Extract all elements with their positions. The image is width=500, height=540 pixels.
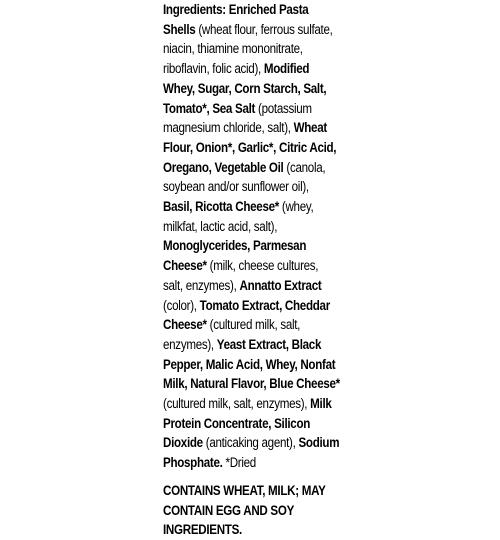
ingredients-segment: Ingredients: Enriched Pasta Shells bbox=[163, 2, 309, 37]
ingredients-segment: (milk, cheese cultures, salt, enzymes), bbox=[163, 258, 319, 293]
ingredients-segment: (wheat flour, ferrous sulfate, niacin, thiamine mononitrate, riboflavin, folic acid), bbox=[163, 21, 333, 77]
ingredients-segment: (anticaking agent), bbox=[202, 435, 299, 451]
ingredients-segment: Annatto Extract bbox=[239, 277, 322, 293]
ingredients-segment: (canola, soybean and/or sunflower oil), bbox=[163, 159, 326, 195]
ingredient-label bbox=[163, 0, 341, 540]
ingredients-segment: Tomato Extract, Cheddar Cheese* bbox=[163, 297, 330, 333]
ingredients-segment: Monoglycerides, Parmesan Cheese* bbox=[163, 238, 307, 274]
ingredients-segment: Wheat Flour, Onion*, Garlic*, Citric Acid, Oregano, Vegetable Oil bbox=[163, 120, 337, 175]
ingredients-segment: (potassium magnesium chloride, salt), bbox=[163, 100, 312, 136]
ingredients-segment: (cultured milk, salt, enzymes), bbox=[163, 317, 301, 352]
ingredients-segment: *Dried bbox=[222, 455, 256, 471]
ingredients-segment: Sodium Phosphate. bbox=[163, 435, 340, 471]
ingredients-segment: Modified Whey, Sugar, Corn Starch, Salt, Tomato*, Sea Salt bbox=[163, 61, 327, 116]
ingredients-segment: (whey, milkfat, lactic acid, salt), bbox=[163, 199, 314, 234]
ingredients-segment: Basil, Ricotta Cheese* bbox=[163, 199, 279, 215]
ingredients-segment: Milk Protein Concentrate, Silicon Dioxide bbox=[163, 396, 332, 451]
allergen-statement: CONTAINS WHEAT, MILK; MAY CONTAIN EGG AND SOY INGREDIENTS. bbox=[163, 482, 326, 538]
ingredients-list bbox=[163, 0, 340, 473]
ingredients-segment: (cultured milk, salt, enzymes), bbox=[163, 396, 311, 412]
ingredients-segment: (color), bbox=[163, 297, 200, 313]
ingredients-segment: Yeast Extract, Black Pepper, Malic Acid, Whey, Nonfat Milk, Natural Flavor, Blue Cheese* bbox=[163, 336, 340, 392]
